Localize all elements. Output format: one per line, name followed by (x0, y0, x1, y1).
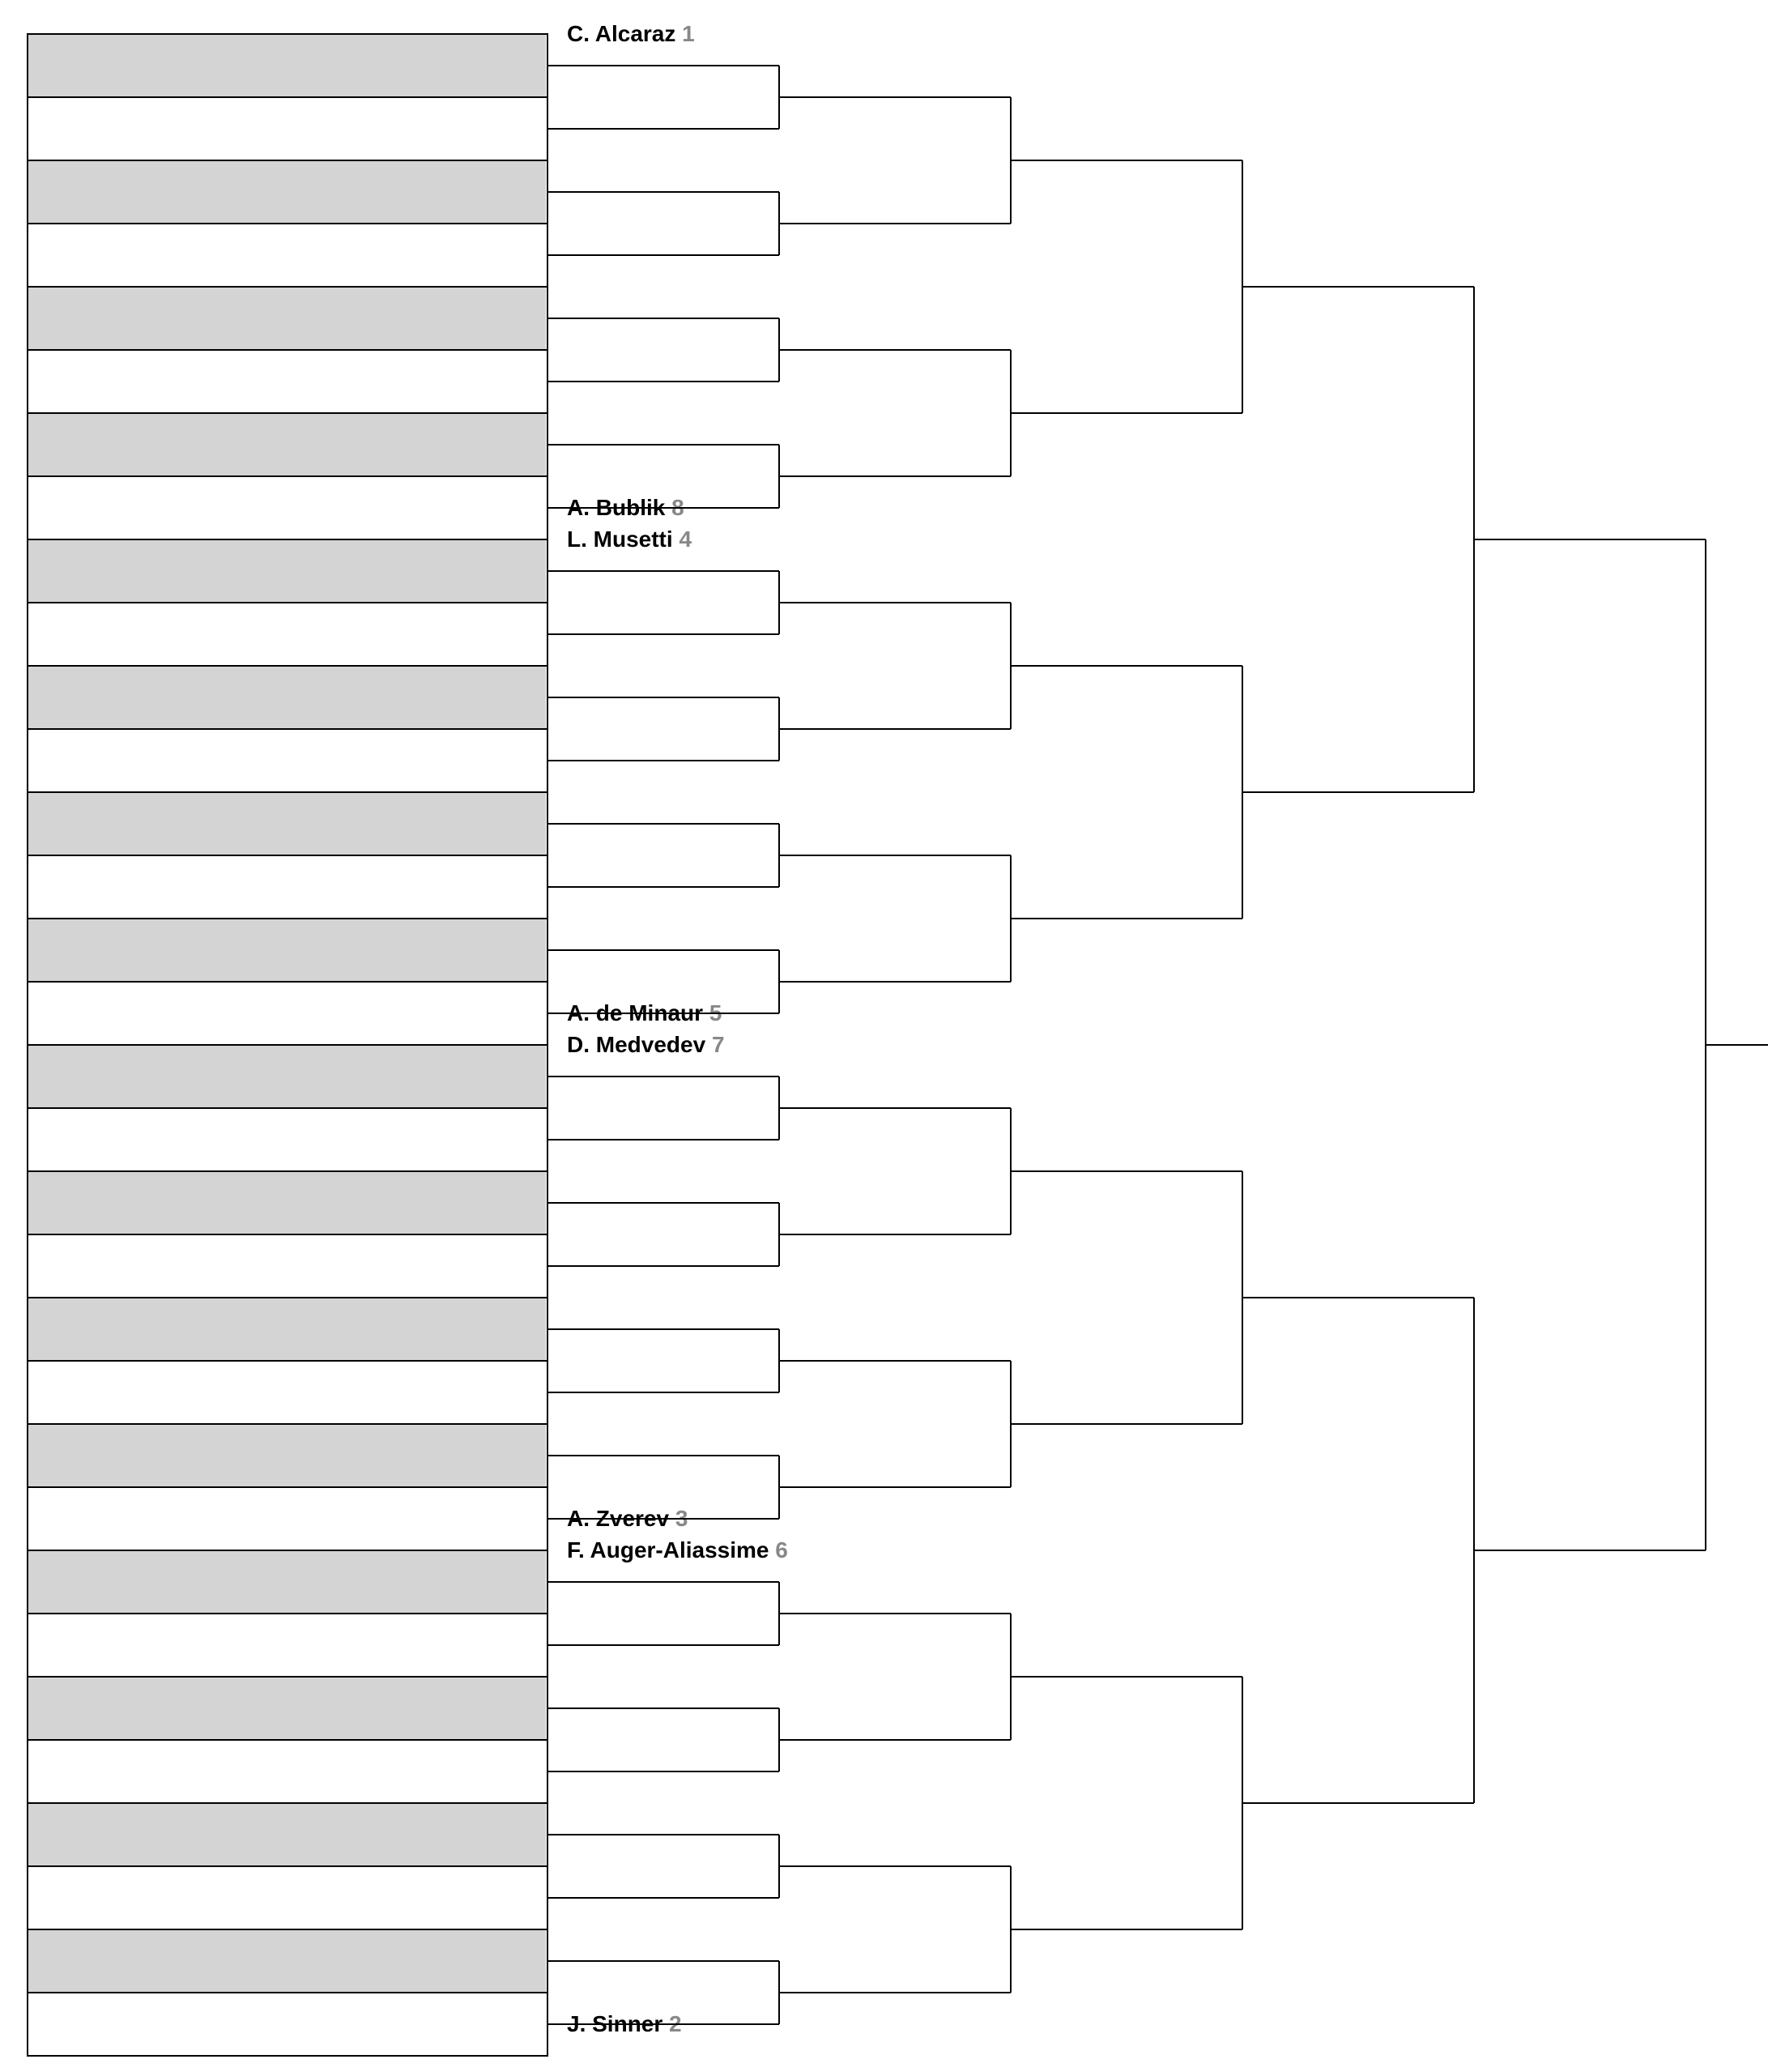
advancer-seed: 8 (665, 494, 684, 520)
advancer-name: J. Sinner (567, 2010, 663, 2036)
advancer-seed: 7 (705, 1031, 725, 1057)
advancer-seed: 1 (675, 20, 695, 46)
advancer-seed: 3 (669, 1505, 688, 1531)
advancer-seed: 4 (672, 526, 692, 552)
advancer-name: A. Bublik (567, 494, 666, 520)
advancer-name: F. Auger-Aliassime (567, 1537, 769, 1563)
advancer-name: D. Medvedev (567, 1031, 706, 1057)
advancer-name: A. Zverev (567, 1505, 670, 1531)
advancer-name: A. de Minaur (567, 1000, 704, 1025)
advancer-seed: 6 (769, 1537, 788, 1563)
advancer-seed: 2 (662, 2010, 682, 2036)
advancer-name: C. Alcaraz (567, 20, 676, 46)
advancer-seed: 5 (703, 1000, 722, 1025)
advancer-name: L. Musetti (567, 526, 673, 552)
